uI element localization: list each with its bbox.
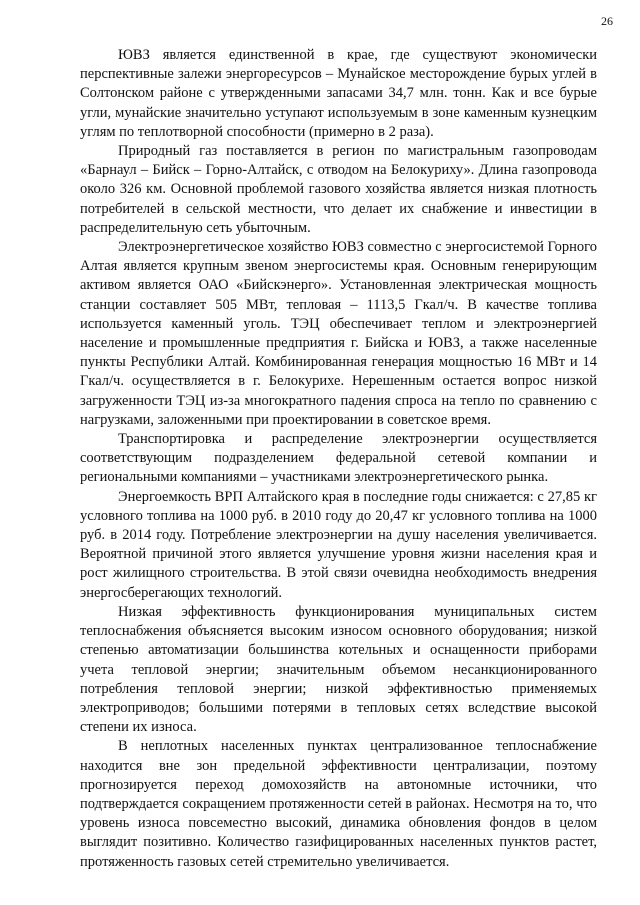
paragraph-coal-deposits: ЮВЗ является единственной в крае, где существуют экономически перспективные залежи энергоресурсов – Мунайское месторождение бурых углей в Солтонском районе с утвержденными запасами 34,7 млн. тонн. Как и все бурые угли, мунайские значительно уступают используемым в зоне каменным кузнецким углям по теплотворной способности (примерно в 2 раза). — [80, 47, 597, 140]
paragraph-energy-intensity: Энергоемкость ВРП Алтайского края в последние годы снижается: с 27,85 кг условного топлива на 1000 руб. в 2010 году до 20,47 кг условного топлива на 1000 руб. в 2014 году. Потребление электроэнергии на душу населения увеличивается. Вероятной причиной этого является улучшение уровня жизни населения края и рост жилищного строительства. В этой связи очевидна необходимость внедрения энергосберегающих технологий. — [80, 488, 597, 601]
page-number: 26 — [601, 14, 613, 28]
paragraph-natural-gas: Природный газ поставляется в регион по магистральным газопроводам «Барнаул – Бийск – Горно-Алтайск, с отводом на Белокуриху». Длина газопровода около 326 км. Основной проблемой газового хозяйства является низкая плотность потребителей в сельской местности, что делает их снабжение и инвестиции в распределительную сеть убыточным. — [80, 143, 597, 236]
paragraph-power-system: Электроэнергетическое хозяйство ЮВЗ совместно с энергосистемой Горного Алтая является крупным звеном энергосистемы края. Основным генерирующим активом является ОАО «Бийскэнерго». Установленная электрическая мощность станции составляет 505 МВт, тепловая – 1113,5 Гкал/ч. В качестве топлива используется каменный уголь. ТЭЦ обеспечивает теплом и электроэнергией население и промышленные предприятия г. Бийска и ЮВЗ, а также населенные пункты Республики Алтай. Комбинированная генерация мощностью 16 МВт и 14 Гкал/ч. осуществляется в г. Белокурихе. Нерешенным остается вопрос низкой загруженности ТЭЦ из-за многократного падения спроса на тепло по сравнению с нагрузками, заложенными при проектировании в советское время. — [80, 239, 597, 428]
paragraph-centralized-heating: В неплотных населенных пунктах централизованное теплоснабжение находится вне зон предельной эффективности централизации, поэтому прогнозируется переход домохозяйств на автономные источники, что подтверждается сокращением протяженности сетей в районах. Несмотря на то, что уровень износа повсеместно высокий, динамика обновления фондов в целом выглядит позитивно. Количество газифицированных населенных пунктов растет, протяженность газовых сетей стремительно увеличивается. — [80, 738, 597, 870]
paragraph-heat-supply-efficiency: Низкая эффективность функционирования муниципальных систем теплоснабжения объясняется высоким износом основного оборудования; низкой степенью автоматизации большинства котельных и оснащенности приборами учета тепловой энергии; значительным объемом несанкционированного потребления тепловой энергии; низкой эффективностью применяемых электроприводов; большими потерями в тепловых сетях вследствие высокой степени их износа. — [80, 603, 597, 736]
document-body — [80, 46, 597, 872]
paragraph-electricity-distribution: Транспортировка и распределение электроэнергии осуществляется соответствующим подразделением федеральной сетевой компании и региональными компаниями – участниками электроэнергетического рынка. — [80, 431, 597, 486]
